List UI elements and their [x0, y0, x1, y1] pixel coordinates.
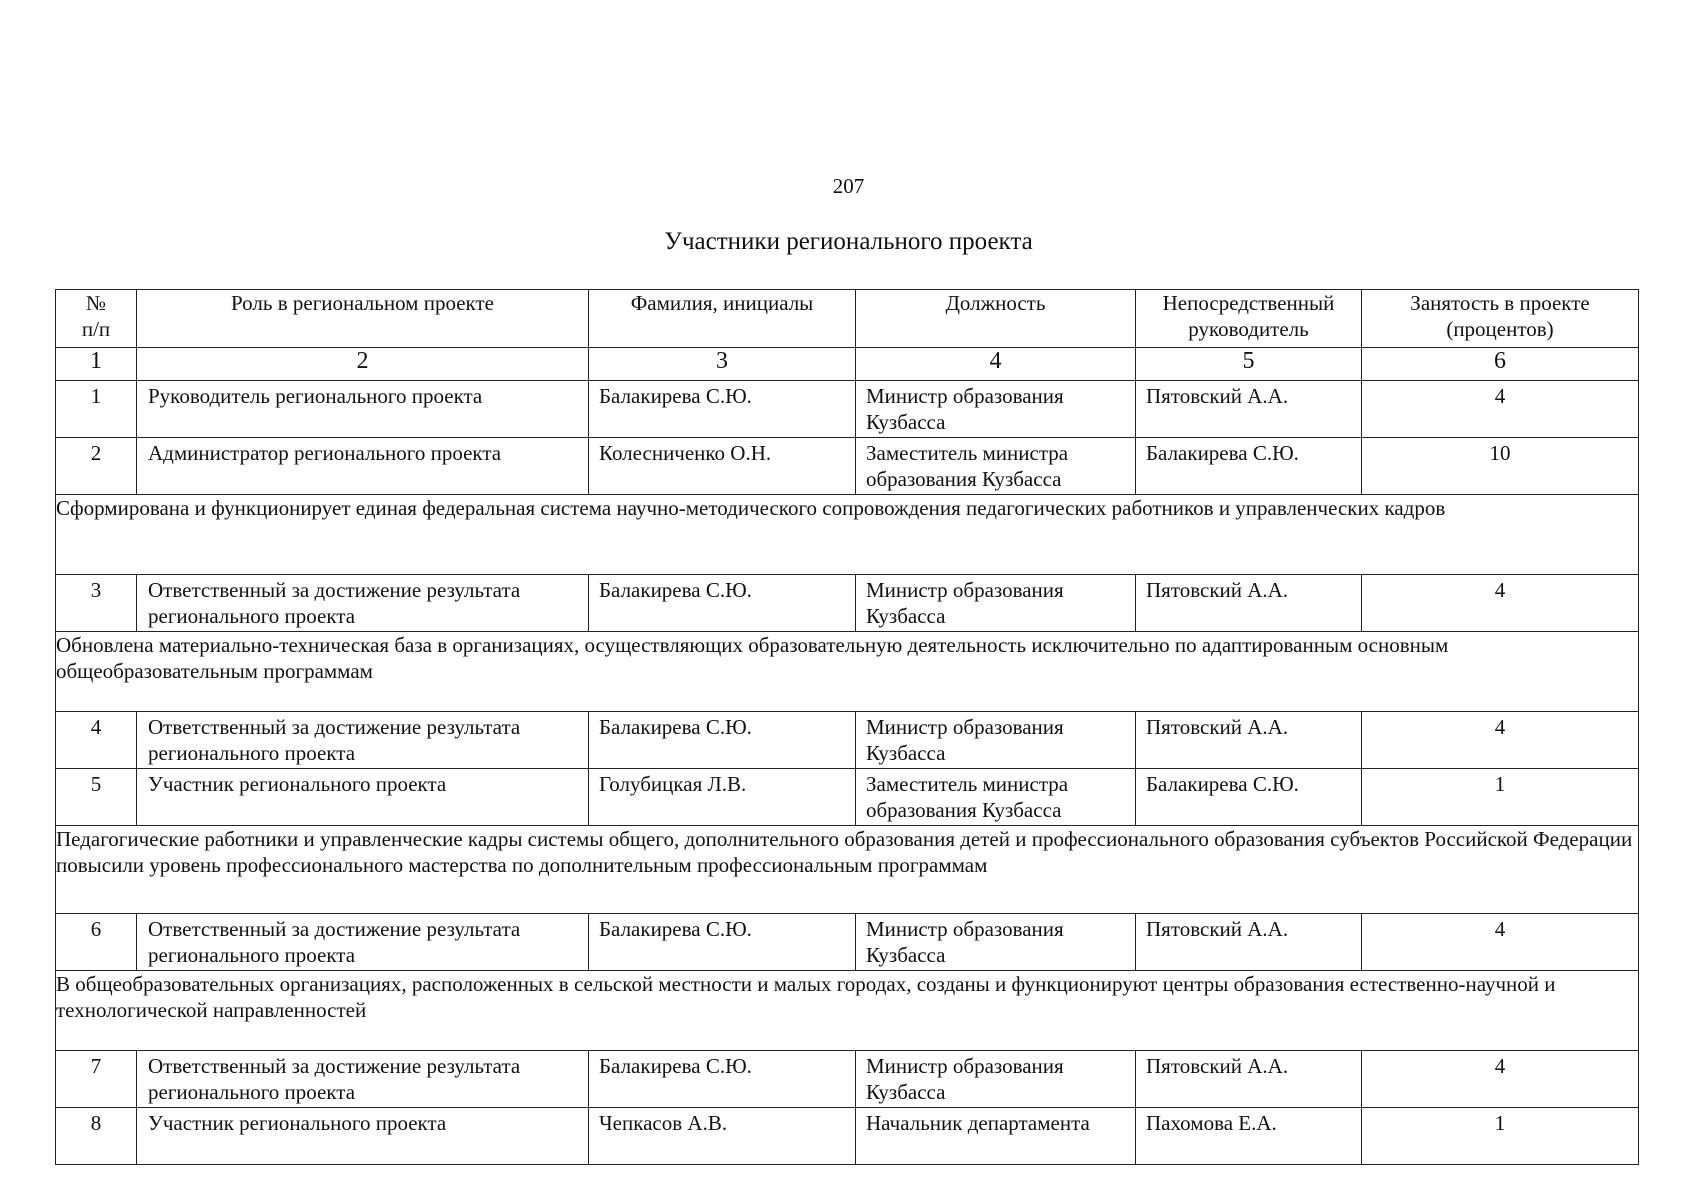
row-number: 5: [56, 769, 137, 826]
header-role: Роль в региональном проекте: [137, 290, 589, 348]
row-position: Министр образования Кузбасса: [856, 575, 1136, 632]
header-load: [1362, 290, 1639, 348]
document-title: Участники регионального проекта: [664, 228, 1033, 255]
header-head-line2: руководитель: [1188, 317, 1309, 341]
table-row: [56, 914, 1639, 971]
section-row: [56, 495, 1639, 575]
row-position: Заместитель министра образования Кузбасса: [856, 769, 1136, 826]
table-row: [56, 1051, 1639, 1108]
column-number: 6: [1362, 348, 1639, 381]
row-role: Ответственный за достижение результата регионального проекта: [137, 1051, 589, 1108]
row-load: 4: [1362, 1051, 1639, 1108]
row-load: 1: [1362, 769, 1639, 826]
header-num: [56, 290, 137, 348]
row-head: Пятовский А.А.: [1136, 914, 1362, 971]
section-title: Педагогические работники и управленческие кадры системы общего, дополнительного образования детей и профессионального образования субъектов Российской Федерации повысили уровень профессионального мастерства по дополнительным профессиональным программам: [56, 826, 1639, 914]
table-row: [56, 438, 1639, 495]
row-role: Участник регионального проекта: [137, 769, 589, 826]
column-number-row: [56, 348, 1639, 381]
row-name: Чепкасов А.В.: [589, 1108, 856, 1165]
row-number: 8: [56, 1108, 137, 1165]
row-load: 4: [1362, 575, 1639, 632]
row-head: Пятовский А.А.: [1136, 381, 1362, 438]
section-title: Сформирована и функционирует единая федеральная система научно-методического сопровождения педагогических работников и управленческих кадров: [56, 495, 1639, 575]
row-number: 2: [56, 438, 137, 495]
header-load-line2: (процентов): [1446, 317, 1554, 341]
row-head: Пахомова Е.А.: [1136, 1108, 1362, 1165]
row-position: Министр образования Кузбасса: [856, 381, 1136, 438]
row-position: Начальник департамента: [856, 1108, 1136, 1165]
page-number: 207: [832, 174, 865, 198]
row-head: Балакирева С.Ю.: [1136, 438, 1362, 495]
section-row: [56, 632, 1639, 712]
row-name: Балакирева С.Ю.: [589, 381, 856, 438]
section-row: [56, 826, 1639, 914]
section-title: Обновлена материально-техническая база в организациях, осуществляющих образовательную деятельность исключительно по адаптированным основным общеобразовательным программам: [56, 632, 1639, 712]
row-number: 3: [56, 575, 137, 632]
row-head: Балакирева С.Ю.: [1136, 769, 1362, 826]
row-name: Балакирева С.Ю.: [589, 914, 856, 971]
column-number: 2: [137, 348, 589, 381]
row-head: Пятовский А.А.: [1136, 712, 1362, 769]
row-position: Министр образования Кузбасса: [856, 712, 1136, 769]
header-name: Фамилия, инициалы: [589, 290, 856, 348]
header-head: [1136, 290, 1362, 348]
table-row: [56, 1108, 1639, 1165]
row-name: Колесниченко О.Н.: [589, 438, 856, 495]
row-role: Ответственный за достижение результата регионального проекта: [137, 914, 589, 971]
column-number: 3: [589, 348, 856, 381]
row-head: Пятовский А.А.: [1136, 575, 1362, 632]
row-load: 10: [1362, 438, 1639, 495]
row-load: 4: [1362, 914, 1639, 971]
row-role: Ответственный за достижение результата регионального проекта: [137, 712, 589, 769]
row-role: Ответственный за достижение результата регионального проекта: [137, 575, 589, 632]
table-row: [56, 575, 1639, 632]
table-row: [56, 769, 1639, 826]
header-head-line1: Непосредственный: [1162, 291, 1335, 315]
row-load: 1: [1362, 1108, 1639, 1165]
row-name: Голубицкая Л.В.: [589, 769, 856, 826]
row-position: Министр образования Кузбасса: [856, 914, 1136, 971]
row-position: Министр образования Кузбасса: [856, 1051, 1136, 1108]
row-number: 7: [56, 1051, 137, 1108]
row-head: Пятовский А.А.: [1136, 1051, 1362, 1108]
row-name: Балакирева С.Ю.: [589, 1051, 856, 1108]
participants-table: [55, 289, 1639, 1165]
table-row: [56, 381, 1639, 438]
row-load: 4: [1362, 712, 1639, 769]
header-position: Должность: [856, 290, 1136, 348]
section-row: [56, 971, 1639, 1051]
row-name: Балакирева С.Ю.: [589, 575, 856, 632]
row-number: 6: [56, 914, 137, 971]
row-position: Заместитель министра образования Кузбасса: [856, 438, 1136, 495]
row-number: 4: [56, 712, 137, 769]
row-role: Участник регионального проекта: [137, 1108, 589, 1165]
row-number: 1: [56, 381, 137, 438]
row-name: Балакирева С.Ю.: [589, 712, 856, 769]
column-number: 5: [1136, 348, 1362, 381]
row-role: Руководитель регионального проекта: [137, 381, 589, 438]
row-role: Администратор регионального проекта: [137, 438, 589, 495]
table-row: [56, 712, 1639, 769]
column-number: 4: [856, 348, 1136, 381]
header-num-line2: п/п: [81, 317, 111, 341]
header-num-line1: №: [85, 291, 107, 315]
section-title: В общеобразовательных организациях, расположенных в сельской местности и малых городах, созданы и функционируют центры образования естественно-научной и технологической направленностей: [56, 971, 1639, 1051]
header-load-line1: Занятость в проекте: [1410, 291, 1590, 315]
column-number: 1: [56, 348, 137, 381]
table-header-row: [56, 290, 1639, 348]
row-load: 4: [1362, 381, 1639, 438]
